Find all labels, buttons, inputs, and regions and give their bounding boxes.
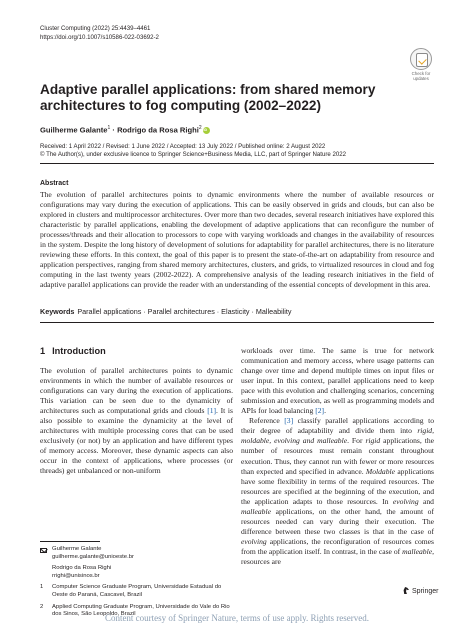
intro-paragraph-2: Reference [3] classify parallel applications according to their degree of adaptability and divide them into rigid, moldable, evolving and malleable. For rigid applications, the number of resources must remain constant throughout execution. Thus, they cannot run with fewer or more resources than expected and specified in advance. Moldable applications have some flexibility in terms of the required resources. The resources are specified at the beginning of the execution, and the application adapts to those resources. In evolving and malleable applications, on the other hand, the amount of resources needed can vary during their execution. The difference between these two classes is that in the case of evolving applications, the reconfiguration of resources comes from the application itself. In contrast, in the case of malleable, resources are (241, 416, 435, 566)
publisher-name: Springer (412, 587, 439, 595)
citation-link-3[interactable]: [3] (284, 416, 294, 426)
affiliation-1-number: 1 (40, 584, 44, 591)
intro-paragraph-1-cont: workloads over time. The same is true for network communication and memory access, where usage patterns can change over time and depend multiple times on input files or user input. In this context, parallel applications need to keep pace with this evolution and challenging scenarios, concerning submission and execution, as well as programming models and APIs for load balancing [2]. (241, 346, 434, 416)
mail-icon (40, 548, 47, 553)
citation-link-2[interactable]: [2] (315, 406, 325, 416)
paper-title: Adaptive parallel applications: from shared memory architectures to fog computing (2002–2022) (40, 82, 376, 113)
keywords-line (40, 307, 434, 316)
footnote-divider (40, 541, 100, 542)
author-2[interactable]: Rodrigo da Rosa Righi (117, 125, 199, 135)
section-heading (40, 346, 106, 356)
affiliation-2-number: 2 (40, 603, 44, 610)
affiliation-1 (40, 584, 233, 599)
orcid-icon[interactable] (203, 127, 210, 134)
contact-2-name: Rodrigo da Rosa Righi (52, 565, 112, 572)
journal-citation: Cluster Computing (2022) 25:4439–4461 (40, 25, 151, 32)
contact-1-name: Guilherme Galante (52, 546, 102, 552)
section-title: Introduction (52, 346, 106, 356)
affiliation-2-text: Applied Computing Graduate Program, Universidade do Vale do Rio dos Sinos, São Leopoldo, Brazil (52, 603, 230, 618)
doi-link[interactable]: https://doi.org/10.1007/s10586-022-03692-2 (40, 33, 159, 41)
contact-2 (40, 565, 233, 580)
abstract-divider (40, 322, 434, 323)
contact-1 (40, 546, 233, 561)
citation-link-1[interactable]: [1] (207, 406, 217, 416)
footnotes (40, 546, 233, 623)
author-2-affiliation: 2 (198, 125, 202, 131)
intro-paragraph-1: The evolution of parallel architectures points to dynamic environments in which the number of available resources or configurations can vary during the execution of applications. This variation can be seen due to the dynamicity of architectures such as computational grids and clouds [1]. It is also possible to examine the dynamicity at the level of architectures with multiple processing cores that can be used exclusively (or not) by an application and have different types of memory access. Moreover, these dynamic aspects can also occur in the context of applications, where processes (or threads) get unbalanced or non-uniform (40, 366, 233, 476)
affiliation-1-text: Computer Science Graduate Program, Universidade Estadual do Oeste do Paraná, Cascavel, Brazil (52, 584, 222, 598)
author-1[interactable]: Guilherme Galante (40, 125, 108, 135)
left-column (40, 366, 233, 477)
author-1-affiliation: 1 (107, 125, 111, 131)
check-for-updates-badge[interactable] (408, 48, 434, 81)
header-divider (40, 163, 434, 164)
check-updates-icon (410, 48, 432, 70)
abstract-heading: Abstract (40, 180, 69, 187)
copyright-line: © The Author(s), under exclusive licence to Springer Science+Business Media, LLC, part of Springer Nature 2022 (40, 151, 347, 159)
history-dates: Received: 1 April 2022 / Revised: 1 June 2022 / Accepted: 13 July 2022 / Published online: 2 August 2022 (40, 143, 326, 150)
author-separator: · (110, 125, 118, 135)
badge-label: Check for updates (411, 71, 431, 81)
keywords-label: Keywords (40, 307, 75, 316)
right-column (241, 346, 434, 567)
abstract-text: The evolution of parallel architectures points to dynamic environments where the number of available resources or configurations may vary during the execution of applications. This can be easily observed in grids and clouds, but can also be explored in clusters and multiprocessor architectures. Over more than two decades, several research initiatives have explored this characteristic by parallel applications, enabling the development of adaptive applications that can reconfigure the number of processes/threads and their allocation to processors to cope with varying workloads and changes in the availability of resources in the system. Despite the long history of development of solutions for adaptability for parallel architectures, there is no literature reviewing these efforts. In this context, the goal of this paper is to present the state-of-the-art on adaptability from resource and application perspectives, ranging from shared memory architectures, clusters, and grids, to virtualized resources in cloud and fog computing in the last twenty years (2002-2022). A comprehensive analysis of the leading research initiatives in the field of adaptive parallel applications can provide the reader with an understanding of the essential concepts of development in this area. (40, 190, 434, 290)
contact-1-email[interactable]: guilherme.galante@unioeste.br (52, 553, 134, 560)
publication-dates (40, 143, 346, 160)
section-number: 1 (40, 346, 46, 356)
journal-info (40, 25, 159, 42)
contact-2-email[interactable]: rrighi@unisinos.br (52, 572, 100, 579)
author-list (40, 124, 210, 135)
courtesy-notice: Content courtesy of Springer Nature, terms of use apply. Rights reserved. (104, 613, 370, 623)
publisher-logo (403, 587, 438, 595)
keywords-value: Parallel applications · Parallel architectures · Elasticity · Malleability (77, 307, 292, 316)
springer-horse-icon (403, 587, 410, 595)
